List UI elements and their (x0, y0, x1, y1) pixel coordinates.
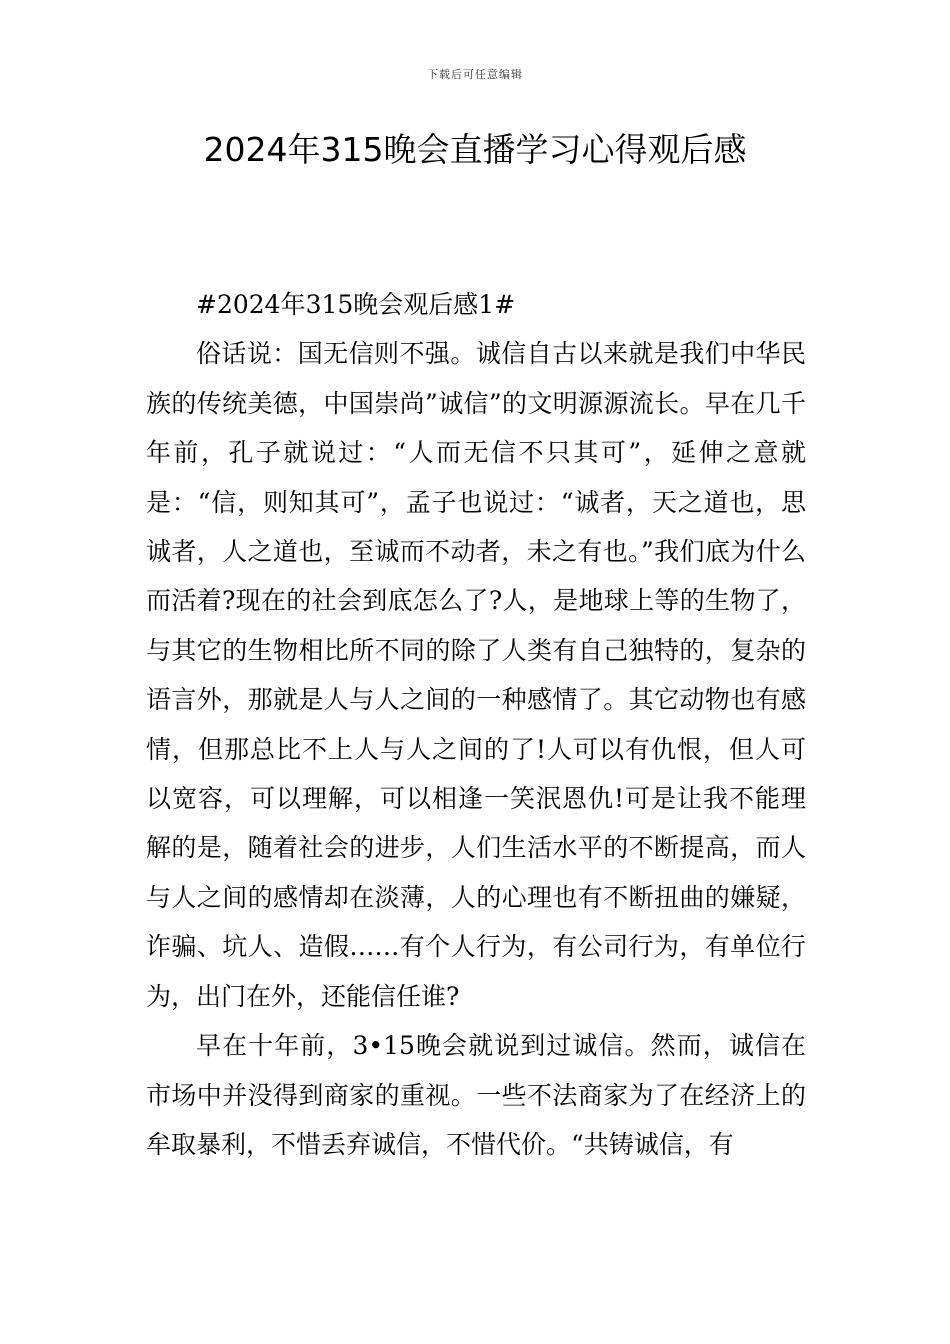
paragraph-1: 俗话说：国无信则不强。诚信自古以来就是我们中华民族的传统美德，中国崇尚”诚信”的文明源源流长。早在几千年前，孔子就说过：“人而无信不只其可”，延伸之意就是：“信，则知其可”，孟子也说过：“诚者，天之道也，思诚者，人之道也，至诚而不动者，未之有也。”我们底为什么而活着?现在的社会到底怎么了?人，是地球上等的生物了，与其它的生物相比所不同的除了人类有自己独特的，复杂的语言外，那就是人与人之间的一种感情了。其它动物也有感情，但那总比不上人与人之间的了!人可以有仇恨，但人可以宽容，可以理解，可以相逢一笑泯恩仇!可是让我不能理解的是，随着社会的进步，人们生活水平的不断提高，而人与人之间的感情却在淡薄，人的心理也有不断扭曲的嫌疑，诈骗、坑人、造假……有个人行为，有公司行为，有单位行为，出门在外，还能信任谁? (146, 339, 806, 1011)
section-heading: #2024年315晚会观后感1# (196, 290, 516, 319)
header-note: 下载后可任意编辑 (427, 68, 523, 81)
paragraph-2: 早在十年前，3•15晚会就说到过诚信。然而，诚信在市场中并没得到商家的重视。一些不法商家为了在经济上的牟取暴利，不惜丢弃诚信，不惜代价。“共铸诚信，有 (146, 1031, 806, 1159)
document-title: 2024年315晚会直播学习心得观后感 (203, 130, 747, 169)
document-body (146, 280, 806, 1169)
